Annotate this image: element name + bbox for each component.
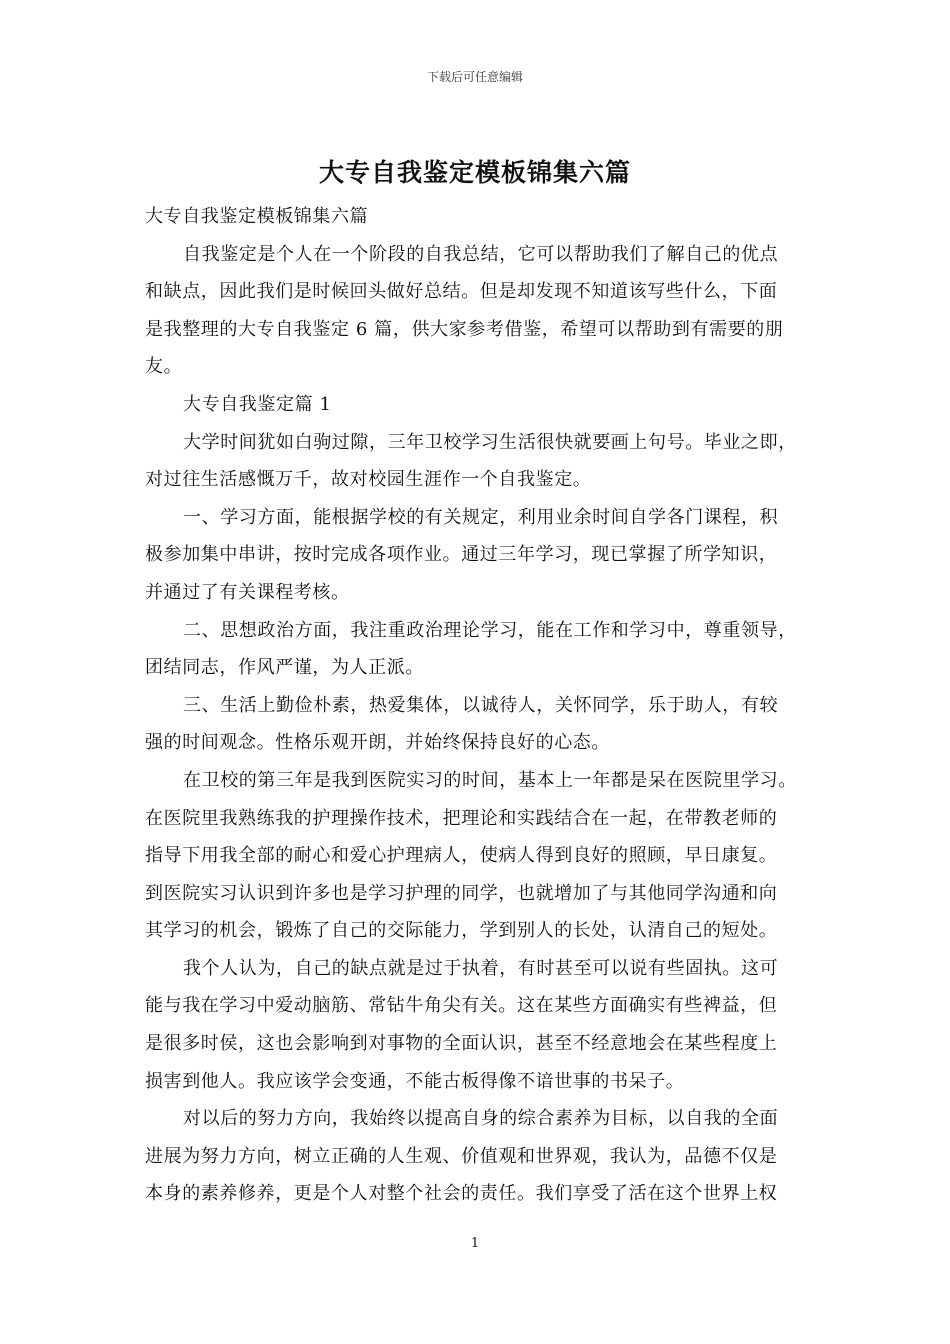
body-line: 强的时间观念。性格乐观开朗，并始终保持良好的心态。 xyxy=(145,732,610,754)
body-line: 本身的素养修养，更是个人对整个社会的责任。我们享受了活在这个世界上权 xyxy=(145,1183,778,1205)
body-line: 团结同志，作风严谨，为人正派。 xyxy=(145,657,424,679)
document-body xyxy=(145,198,813,1213)
body-line: 是我整理的大专自我鉴定 6 篇，供大家参考借鉴，希望可以帮助到有需要的朋 xyxy=(145,318,784,340)
body-line: 损害到他人。我应该学会变通，不能古板得像不谙世事的书呆子。 xyxy=(145,1070,685,1092)
body-line: 一、学习方面，能根据学校的有关规定，利用业余时间自学各门课程，积 xyxy=(183,506,779,528)
body-line: 二、思想政治方面，我注重政治理论学习，能在工作和学习中，尊重领导， xyxy=(183,619,797,641)
body-line: 大专自我鉴定模板锦集六篇 xyxy=(145,206,369,227)
body-line: 在医院里我熟练我的护理操作技术，把理论和实践结合在一起，在带教老师的 xyxy=(145,807,778,829)
body-line: 是很多时侯，这也会影响到对事物的全面认识，甚至不经意地会在某些程度上 xyxy=(145,1033,778,1055)
body-line: 到医院实习认识到许多也是学习护理的同学，也就增加了与其他同学沟通和向 xyxy=(145,882,778,904)
body-line: 在卫校的第三年是我到医院实习的时间，基本上一年都是呆在医院里学习。 xyxy=(183,769,797,791)
body-line: 对以后的努力方向，我始终以提高自身的综合素养为目标，以自我的全面 xyxy=(183,1108,779,1130)
body-line: 进展为努力方向，树立正确的人生观、价值观和世界观，我认为，品德不仅是 xyxy=(145,1145,778,1167)
body-line: 和缺点，因此我们是时候回头做好总结。但是却发现不知道该写些什么，下面 xyxy=(145,281,778,303)
page-header: 下载后可任意编辑 xyxy=(426,70,523,84)
body-line: 对过往生活感慨万千，故对校园生涯作一个自我鉴定。 xyxy=(145,469,592,491)
body-line: 极参加集中串讲，按时完成各项作业。通过三年学习，现已掌握了所学知识， xyxy=(145,544,778,566)
document-title: 大专自我鉴定模板锦集六篇 xyxy=(318,158,631,187)
body-line: 并通过了有关课程考核。 xyxy=(145,581,350,603)
body-line: 我个人认为，自己的缺点就是过于执着，有时甚至可以说有些固执。这可 xyxy=(183,957,779,979)
body-line: 三、生活上勤俭朴素，热爱集体，以诚待人，关怀同学，乐于助人，有较 xyxy=(183,694,779,716)
body-line: 能与我在学习中爱动脑筋、常钻牛角尖有关。这在某些方面确实有些裨益，但 xyxy=(145,995,778,1017)
page-number: 1 xyxy=(470,1236,480,1251)
body-line: 大专自我鉴定篇 1 xyxy=(183,393,332,415)
body-line: 大学时间犹如白驹过隙，三年卫校学习生活很快就要画上句号。毕业之即， xyxy=(183,431,797,453)
body-line: 友。 xyxy=(145,356,183,378)
body-line: 自我鉴定是个人在一个阶段的自我总结，它可以帮助我们了解自己的优点 xyxy=(183,243,779,265)
body-line: 其学习的机会，锻炼了自己的交际能力，学到别人的长处，认清自己的短处。 xyxy=(145,920,778,942)
body-line: 指导下用我全部的耐心和爱心护理病人，使病人得到良好的照顾，早日康复。 xyxy=(145,845,778,867)
